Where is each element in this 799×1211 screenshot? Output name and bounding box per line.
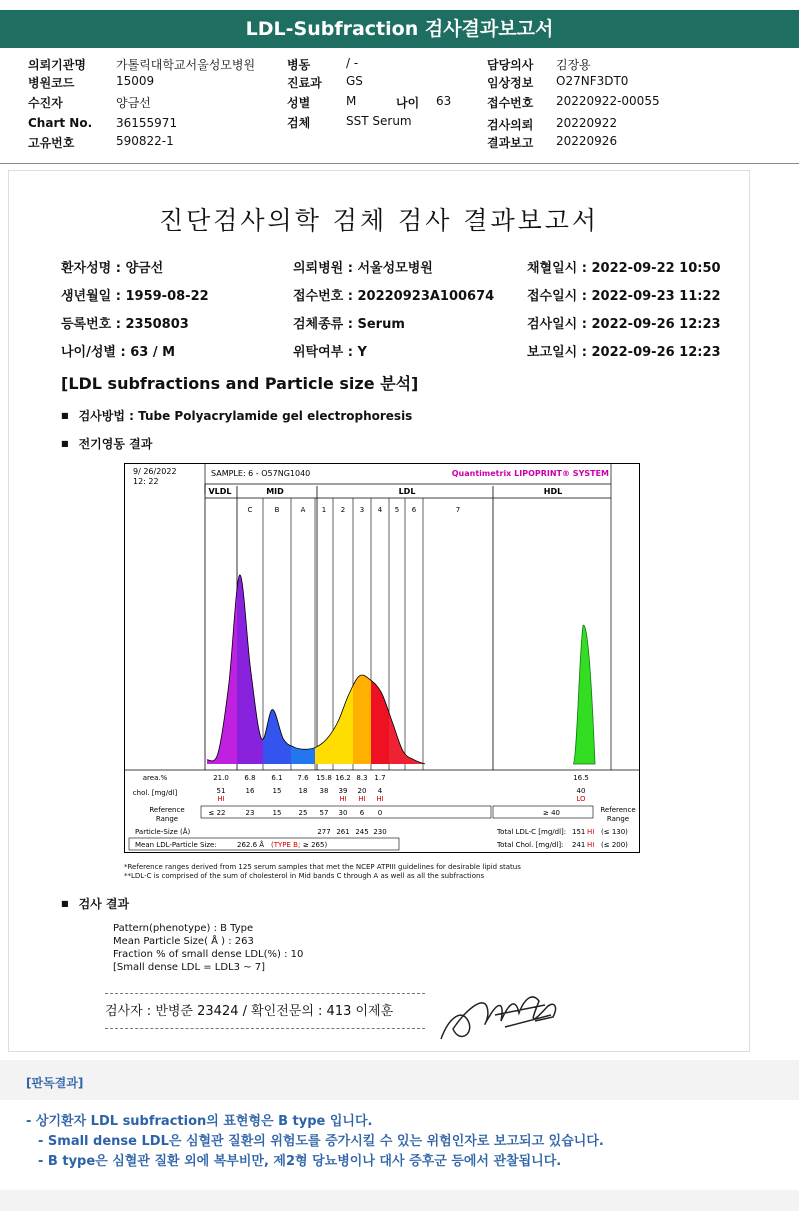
header-value: 20220922-00055 — [556, 94, 660, 108]
patient-label: 보고일시 — [527, 345, 578, 360]
result-line: [Small dense LDL = LDL3 ~ 7] — [113, 962, 266, 973]
band-fill — [353, 504, 371, 774]
area-pct-label: area.% — [142, 774, 168, 782]
patient-value: 2022-09-22 10:50 — [591, 261, 721, 276]
electro-label: ■ 전기영동 결과 — [61, 435, 152, 452]
document-title: 진단검사의학 검체 검사 결과보고서 — [158, 206, 600, 235]
patient-value: 2022-09-26 12:23 — [591, 317, 721, 332]
patient-label: 접수일시 — [527, 289, 578, 304]
group-label-hdl: HDL — [543, 487, 563, 496]
header-value: 15009 — [116, 74, 155, 88]
reference-label-1: Reference — [149, 806, 185, 814]
chart-sample: SAMPLE: 6 - O57NG1040 — [211, 469, 311, 478]
band-fill — [371, 504, 389, 774]
area-pct-value: 8.3 — [356, 774, 368, 782]
reference-value: 30 — [338, 809, 348, 817]
header-label: 검사의뢰 — [487, 118, 534, 132]
band-label-A: A — [300, 506, 306, 514]
band-fill — [389, 504, 405, 774]
result-line: Fraction % of small dense LDL(%) : 10 — [113, 949, 304, 960]
reference-value: 6 — [359, 809, 365, 817]
header-value: O27NF3DT0 — [556, 74, 629, 88]
patient-field: 의뢰병원 : 서울성모병원 — [293, 261, 433, 276]
band-fill — [291, 504, 315, 774]
particle-size-label: Particle-Size (Å) — [135, 828, 191, 836]
header-value: 36155971 — [116, 116, 178, 130]
patient-label: 나이/성별 — [61, 345, 116, 360]
patient-field: 검사일시 : 2022-09-26 12:23 — [527, 317, 721, 332]
reference-label-right-2: Range — [606, 815, 630, 823]
header-info — [0, 56, 799, 160]
band-label-7: 7 — [455, 506, 461, 514]
area-pct-value: 6.8 — [244, 774, 256, 782]
patient-field: 채혈일시 : 2022-09-22 10:50 — [527, 261, 721, 276]
patient-value: 20220923A100674 — [357, 289, 495, 304]
patient-label: 위탁여부 — [293, 345, 344, 360]
area-pct-value: 21.0 — [213, 774, 229, 782]
particle-size-value: 245 — [355, 828, 369, 836]
group-label-mid: MID — [266, 487, 284, 496]
chart-time: 12: 22 — [133, 477, 159, 486]
total-chol-ref: (≤ 200) — [601, 841, 628, 849]
flag-value: HI — [339, 795, 347, 803]
area-pct-value: 16.5 — [573, 774, 589, 782]
chart-brand: Quantimetrix LIPOPRINT® SYSTEM — [451, 469, 609, 478]
total-chol-value: 241 — [572, 841, 586, 849]
patient-field: 환자성명 : 양금선 — [61, 261, 164, 276]
band-fill — [315, 504, 333, 774]
chol-value: 15 — [272, 787, 282, 795]
patient-label: 채혈일시 — [527, 261, 578, 276]
reference-value: ≤ 22 — [208, 809, 226, 817]
flag-value: HI — [376, 795, 384, 803]
total-ldl-label: Total LDL-C [mg/dl]: — [497, 828, 567, 836]
chol-value: 51 — [216, 787, 226, 795]
band-label-5: 5 — [394, 506, 400, 514]
header-label: 임상정보 — [487, 76, 534, 90]
divider — [0, 163, 799, 164]
area-pct-value: 7.6 — [297, 774, 309, 782]
patient-value: Serum — [357, 317, 405, 332]
group-label-ldl: LDL — [398, 487, 416, 496]
chart-date: 9/ 26/2022 — [133, 467, 177, 476]
section-heading: [LDL subfractions and Particle size 분석] — [61, 374, 419, 393]
patient-label: 환자성명 — [61, 261, 112, 276]
header-label: 검체 — [287, 116, 311, 130]
area-pct-value: 16.2 — [335, 774, 351, 782]
header-value: M — [346, 94, 357, 108]
header-label: 병원코드 — [28, 76, 75, 90]
patient-label: 접수번호 — [293, 289, 344, 304]
reference-label-2: Range — [155, 815, 179, 823]
group-label-vldl: VLDL — [208, 487, 232, 496]
footnote: **LDL-C is comprised of the sum of cholesterol in Mid bands C through A as well as all the subfractions — [124, 872, 485, 880]
result-line: Pattern(phenotype) : B Type — [113, 923, 254, 934]
band-fill — [237, 504, 263, 774]
conclusion-body — [0, 1100, 799, 1190]
header-value: 63 — [436, 94, 452, 108]
chol-value: 39 — [338, 787, 348, 795]
conclusion-line: - 상기환자 LDL subfraction의 표현형은 B type 입니다. — [26, 1114, 373, 1129]
mean-ldl-value: 262.6 Å — [237, 841, 265, 849]
reference-label-right-1: Reference — [600, 806, 636, 814]
result-line: Mean Particle Size( Å ) : 263 — [113, 936, 254, 947]
band-label-3: 3 — [359, 506, 365, 514]
header-value: GS — [346, 74, 363, 88]
chol-value: 4 — [377, 787, 383, 795]
header-label: 성별 — [287, 96, 311, 110]
area-pct-value: 6.1 — [271, 774, 283, 782]
patient-field: 보고일시 : 2022-09-26 12:23 — [527, 345, 721, 360]
particle-size-value: 230 — [373, 828, 387, 836]
report-document — [8, 170, 750, 1052]
header-label: 수진자 — [28, 96, 63, 110]
patient-value: 2350803 — [125, 317, 189, 332]
header-value: 20220926 — [556, 134, 618, 148]
chol-value: 20 — [357, 787, 367, 795]
conclusion-line: - Small dense LDL은 심혈관 질환의 위험도를 증가시킬 수 있는 위험인자로 보고되고 있습니다. — [38, 1134, 604, 1149]
patient-label: 의뢰병원 — [293, 261, 344, 276]
reference-value: 15 — [272, 809, 282, 817]
patient-field: 등록번호 : 2350803 — [61, 317, 189, 332]
band-label-C: C — [247, 506, 253, 514]
header-label: 결과보고 — [487, 136, 534, 150]
area-pct-value: 15.8 — [316, 774, 332, 782]
header-value: SST Serum — [346, 114, 412, 128]
method-label: 검사방법 — [78, 409, 125, 423]
particle-size-value: 261 — [336, 828, 350, 836]
header-value: 가톨릭대학교서울성모병원 — [116, 58, 256, 72]
results-label: ■ 검사 결과 — [61, 895, 129, 912]
patient-label: 생년월일 — [61, 289, 112, 304]
patient-field: 접수번호 : 20220923A100674 — [293, 289, 495, 304]
flag-value: HI — [217, 795, 225, 803]
header-value: 590822-1 — [116, 134, 174, 148]
patient-field: 위탁여부 : Y — [293, 345, 367, 360]
patient-value: 2022-09-26 12:23 — [591, 345, 721, 360]
signature-image — [435, 977, 565, 1049]
patient-field: 생년월일 : 1959-08-22 — [61, 289, 209, 304]
band-label-2: 2 — [340, 506, 346, 514]
patient-field: 나이/성별 : 63 / M — [61, 345, 176, 360]
chol-label: chol. [mg/dl] — [132, 789, 178, 797]
band-label-4: 4 — [377, 506, 383, 514]
mean-ldl-type: (TYPE B; — [271, 841, 301, 849]
header-value: 양금선 — [116, 96, 151, 110]
header-label: 접수번호 — [487, 96, 534, 110]
lipoprint-chart — [124, 463, 640, 853]
conclusion-panel — [0, 1060, 799, 1211]
report-title-bar: LDL-Subfraction 검사결과보고서 — [0, 10, 799, 48]
mean-ldl-label: Mean LDL-Particle Size: — [135, 841, 217, 849]
patient-value: Y — [357, 345, 367, 360]
header-label: 의뢰기관명 — [28, 58, 86, 72]
area-pct-value: 1.7 — [374, 774, 386, 782]
flag-value: LO — [576, 795, 586, 803]
chart-svg — [125, 464, 639, 852]
method-value: Tube Polyacrylamide gel electrophoresis — [138, 409, 413, 423]
total-ldl-flag: HI — [587, 828, 595, 836]
patient-label: 검사일시 — [527, 317, 578, 332]
patient-label: 등록번호 — [61, 317, 112, 332]
method-line: ■ 검사방법 : Tube Polyacrylamide gel electrophoresis — [61, 407, 412, 424]
chol-value: 38 — [319, 787, 329, 795]
chol-value: 16 — [245, 787, 255, 795]
header-value: / - — [346, 56, 359, 70]
patient-value: 2022-09-23 11:22 — [591, 289, 721, 304]
band-label-1: 1 — [321, 506, 327, 514]
band-label-6: 6 — [411, 506, 417, 514]
chol-value: 18 — [298, 787, 308, 795]
patient-value: 양금선 — [125, 261, 164, 276]
conclusion-heading: [판독결과] — [26, 1076, 84, 1090]
band-label-B: B — [274, 506, 280, 514]
total-chol-label: Total Chol. [mg/dl]: — [497, 841, 564, 849]
flag-value: HI — [358, 795, 366, 803]
reference-value: 25 — [298, 809, 308, 817]
patient-value: 63 / M — [130, 345, 176, 360]
patient-value: 서울성모병원 — [357, 261, 433, 276]
particle-size-value: 277 — [317, 828, 331, 836]
header-value: 김장용 — [556, 58, 591, 72]
header-label: 병동 — [287, 58, 311, 72]
footnote: *Reference ranges derived from 125 serum samples that met the NCEP ATPIII guidelines for desirable lipid status — [124, 863, 521, 871]
hdl-peak — [573, 625, 595, 764]
header-label: 진료과 — [287, 76, 322, 90]
patient-value: 1959-08-22 — [125, 289, 209, 304]
hdl-reference: ≥ 40 — [543, 809, 560, 817]
header-value: 20220922 — [556, 116, 618, 130]
header-label: 담당의사 — [487, 58, 534, 72]
mean-ldl-ref: ≥ 265) — [303, 841, 328, 849]
patient-label: 검체종류 — [293, 317, 344, 332]
total-chol-flag: HI — [587, 841, 595, 849]
reference-value: 57 — [319, 809, 329, 817]
total-ldl-ref: (≤ 130) — [601, 828, 628, 836]
total-ldl-value: 151 — [572, 828, 586, 836]
reference-value: 0 — [377, 809, 383, 817]
band-fill — [263, 504, 291, 774]
header-label: 나이 — [396, 96, 420, 110]
chol-value: 40 — [576, 787, 586, 795]
reference-value: 23 — [245, 809, 255, 817]
header-label: 고유번호 — [28, 136, 75, 150]
patient-field: 접수일시 : 2022-09-23 11:22 — [527, 289, 721, 304]
band-fill — [405, 504, 425, 774]
conclusion-line: - B type은 심혈관 질환 외에 복부비만, 제2형 당뇨병이나 대사 증후군 등에서 관찰됩니다. — [38, 1154, 562, 1169]
header-label: Chart No. — [28, 116, 93, 130]
patient-field: 검체종류 : Serum — [293, 317, 405, 332]
signature-line: 검사자 : 반병준 23424 / 확인전문의 : 413 이제훈 — [105, 993, 425, 1029]
band-fill — [333, 504, 353, 774]
